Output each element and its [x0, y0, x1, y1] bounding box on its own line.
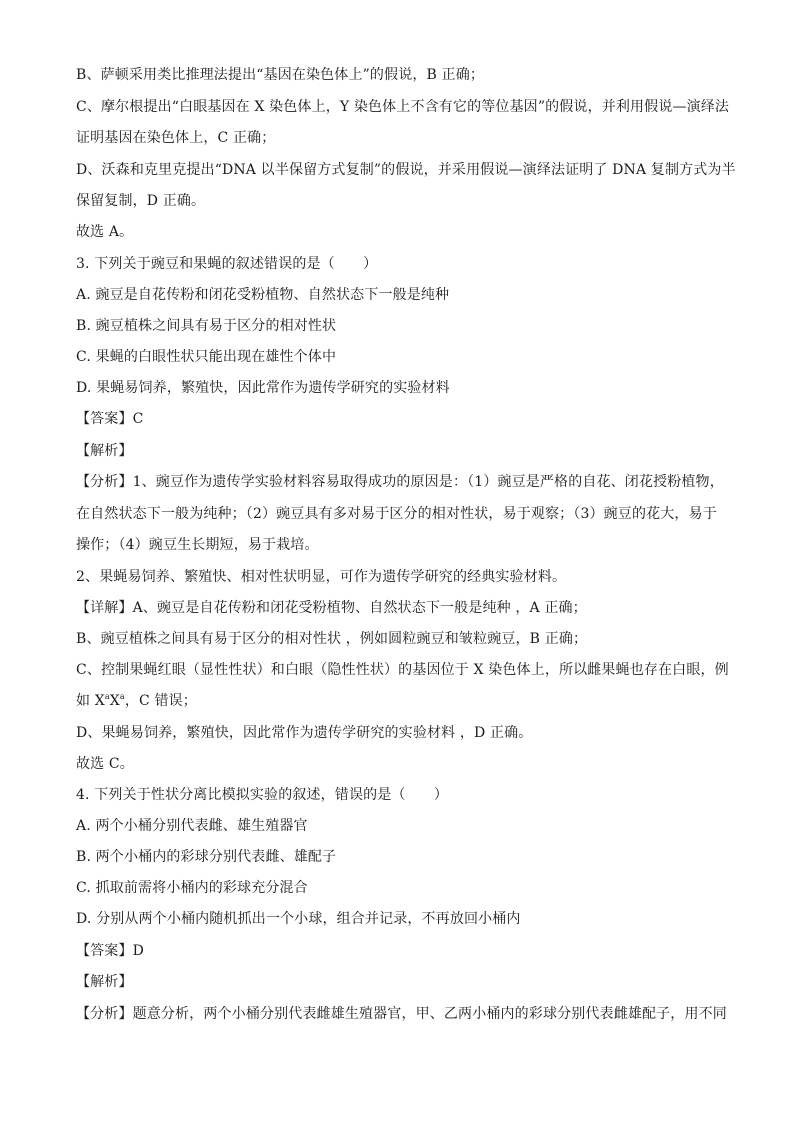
genotype-superscript-1: a	[104, 692, 110, 701]
text-line-option-c-cont: 证明基因在染色体上，C 正确；	[76, 130, 276, 146]
text-line-option-d-cont: 保留复制，D 正确。	[76, 193, 206, 209]
genotype-prefix: 如 X	[76, 693, 105, 709]
question-4-answer: 【答案】D	[76, 943, 144, 959]
question-3-analysis-heading: 【解析】	[76, 443, 133, 459]
question-4-option-d: D. 分别从两个小桶内随机抓出一个小球，组合并记录，不再放回小桶内	[76, 911, 521, 927]
question-4-option-b: B. 两个小桶内的彩球分别代表雌、雄配子	[76, 849, 337, 865]
question-3-detail-d: D、果蝇易饲养，繁殖快，因此常作为遗传学研究的实验材料 ，D 正确。	[76, 725, 533, 741]
text-line-option-d-conclusion: D、沃森和克里克提出“DNA 以半保留方式复制”的假说，并采用假说—演绎法证明了 DNA 复制方式为半	[76, 162, 736, 178]
text-line-choice-a: 故选 A。	[76, 224, 134, 240]
question-3-option-c: C. 果蝇的白眼性状只能出现在雄性个体中	[76, 349, 337, 365]
question-3-answer: 【答案】C	[76, 411, 144, 427]
question-4-option-c: C. 抓取前需将小桶内的彩球充分混合	[76, 880, 308, 896]
question-4-stem: 4. 下列关于性状分离比模拟实验的叙述，错误的是（ ）	[76, 787, 449, 803]
question-3-option-d: D. 果蝇易饲养，繁殖快，因此常作为遗传学研究的实验材料	[76, 380, 450, 396]
question-3-stem: 3. 下列关于豌豆和果蝇的叙述错误的是（ ）	[76, 256, 378, 272]
question-3-option-a: A. 豌豆是自花传粉和闭花受粉植物、自然状态下一般是纯种	[76, 287, 450, 303]
question-3-analysis-line-3: 操作；（4）豌豆生长期短，易于栽培。	[76, 537, 319, 553]
genotype-suffix: ，C 错误；	[124, 693, 197, 709]
question-4-analysis-line-1: 【分析】题意分析，两个小桶分别代表雌雄生殖器官，甲、乙两小桶内的彩球分别代表雌雄配子，用不同	[76, 1006, 727, 1022]
genotype-middle: X	[109, 693, 120, 709]
question-3-detail-c-cont	[76, 691, 197, 711]
question-3-choice: 故选 C。	[76, 756, 134, 772]
question-4-analysis-heading: 【解析】	[76, 974, 133, 990]
genotype-superscript-2: a	[119, 692, 125, 701]
text-line-option-b-conclusion: B、萨顿采用类比推理法提出“基因在染色体上”的假说，B 正确；	[76, 67, 484, 83]
question-3-detail-b: B、豌豆植株之间具有易于区分的相对性状 ，例如圆粒豌豆和皱粒豌豆，B 正确；	[76, 631, 588, 647]
question-3-analysis-line-4: 2、果蝇易饲养、繁殖快、相对性状明显，可作为遗传学研究的经典实验材料。	[76, 569, 567, 585]
text-line-option-c-conclusion: C、摩尔根提出“白眼基因在 X 染色体上，Y 染色体上不含有它的等位基因”的假说，并利用假说—演绎法	[76, 99, 730, 115]
question-3-analysis-line-1: 【分析】1、豌豆作为遗传学实验材料容易取得成功的原因是：（1）豌豆是严格的自花、闭花授粉植物，	[76, 474, 724, 490]
question-3-detail-a: 【详解】A、豌豆是自花传粉和闭花受粉植物、自然状态下一般是纯种 ，A 正确；	[76, 600, 587, 616]
question-4-option-a: A. 两个小桶分别代表雌、雄生殖器官	[76, 818, 308, 834]
question-3-detail-c: C、控制果蝇红眼（显性性状）和白眼（隐性性状）的基因位于 X 染色体上，所以雌果蝇也存在白眼，例	[76, 662, 729, 678]
question-3-analysis-line-2: 在自然状态下一般为纯种；（2）豌豆具有多对易于区分的相对性状，易于观察；（3）豌豆的花大，易于	[76, 506, 717, 522]
question-3-option-b: B. 豌豆植株之间具有易于区分的相对性状	[76, 318, 337, 334]
